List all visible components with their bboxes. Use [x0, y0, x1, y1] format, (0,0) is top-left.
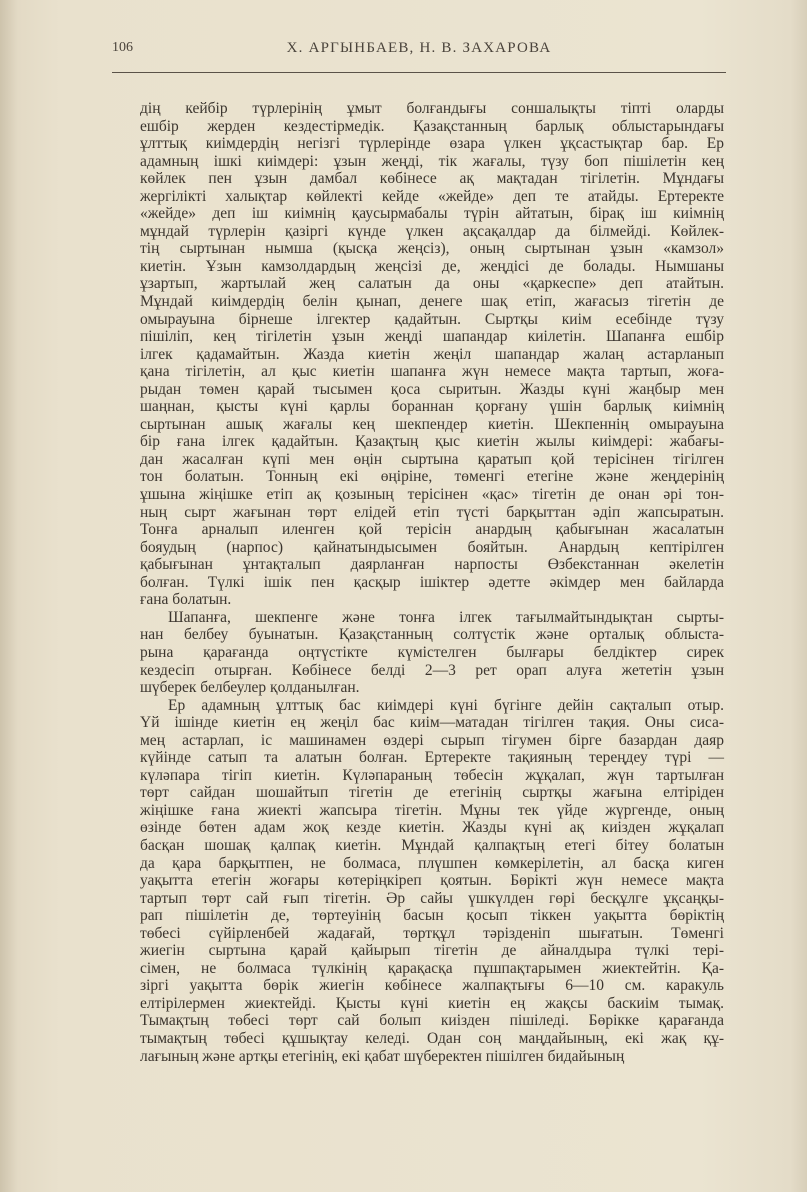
text-line: күйінде сатып та алатын болған. Ертеректе тақияның тереңдеу түрі —	[140, 749, 724, 767]
paragraph	[140, 609, 724, 697]
text-line: сімен, не болмаса түлкінің қарақасқа пұшпақтарымен жиектейтін. Қа-	[140, 959, 724, 977]
text-line: зіргі уақытта бөрік жиегін көбінесе жалпақтығы 6—10 см. каракуль	[140, 977, 724, 995]
text-line: шүберек белбеулер қолданылған.	[140, 679, 360, 697]
paragraph	[140, 100, 724, 609]
text-line: ешбір жерден кездестірмедік. Қазақстанның барлық облыстарындағы	[140, 117, 724, 135]
text-line: тің сыртынан нымша (қысқа жеңсіз), оның сыртынан ұзын «камзол»	[140, 240, 724, 258]
text-line: сыртынан ашық жағалы кең шекпендер киетін. Шекпеннің омырауына	[140, 415, 724, 433]
text-line: басқан шошақ қалпақ киетін. Мұндай қалпақтың етегі бітеу болатын	[140, 836, 724, 854]
text-line: дің кейбір түрлерінің ұмыт болғандығы соншалықты тіпті оларды	[140, 100, 724, 117]
text-line: адамның ішкі киімдері: ұзын жеңді, тік жағалы, түзу боп пішілетін кең	[140, 152, 724, 170]
text-line: пішіліп, кең тігілетін ұзын жеңді шапандар киілетін. Шапанға ешбір	[140, 328, 724, 346]
text-line: Үй ішінде киетін ең жеңіл бас киім—матадан тігілген тақия. Оны сиса-	[140, 714, 724, 732]
text-line: төбесі сүйірленбей жадағай, төртқұл тәрізденіп шығатын. Төменгі	[140, 924, 724, 942]
text-line: ұзартып, жартылай жең салатын да оны «қаркеспе» деп атайтын.	[140, 275, 724, 293]
text-line: өзінде бөтен адам жоқ кезде киетін. Жазды күні ақ киізден жұқалап	[140, 819, 724, 837]
text-line: ұлттық киімдердің негізгі түрлерінде өзара үлкен ұқсастықтар бар. Ер	[140, 135, 724, 153]
body-text	[140, 100, 724, 1065]
text-line: тон болатын. Тонның екі өңіріне, төменгі етегіне және жеңдерінің	[140, 468, 724, 486]
text-line: тымақтың төбесі құшықтау келеді. Одан соң маңдайының, екі жақ құ-	[140, 1029, 724, 1047]
text-line: дан жасалған күпі мен өңін сыртына қаратып қой терісінен тігілген	[140, 450, 724, 468]
paragraph	[140, 697, 724, 1065]
text-line: Тымақтың төбесі төрт сай болып киізден пішіледі. Бөрікке қарағанда	[140, 1012, 724, 1030]
text-line: Мұндай киімдердің белін қынап, денеге шақ етіп, жағасыз тігетін де	[140, 293, 724, 311]
text-line: ның сырт жағынан төрт елідей етіп түсті барқыттан әдіп жапсыратын.	[140, 503, 724, 521]
text-line: лағының және артқы етегінің, екі қабат шүберектен пішілген бидайының	[140, 1047, 625, 1065]
text-line: «жейде» деп іш киімнің қаусырмабалы түрін айтатын, бірақ іш киімнің	[140, 205, 724, 223]
text-line: бояудың (нарпос) қайнатындысымен бояйтын. Анардың кептірілген	[140, 538, 724, 556]
text-line: рап пішілетін де, төртеуінің басын қосып тіккен уақытта бөріктің	[140, 907, 724, 925]
text-line: қабығынан ұнтақталып даярланған нарпосты Өзбекстаннан әкелетін	[140, 556, 724, 574]
text-line: Шапанға, шекпенге және тонға ілгек тағылмайтындықтан сырты-	[168, 608, 724, 626]
text-line: жиегін сыртына қарай қайырып тігетін де айналдыра түлкі тері-	[140, 942, 724, 960]
text-line: киетін. Ұзын камзолдардың жеңсізі де, жеңдісі де болады. Нымшаны	[140, 257, 724, 275]
text-line: да қара барқытпен, не болмаса, плүшпен көмкерілетін, ал басқа киген	[140, 854, 724, 872]
text-line: күләпара тігіп киетін. Күләпараның төбесін жұқалап, жүн тартылған	[140, 766, 724, 784]
text-line: елтірілермен жиектейді. Қысты күні киетін ең жақсы баскиім тымақ.	[140, 994, 724, 1012]
text-line: жергілікті халықтар көйлекті кейде «жейде» деп те атайды. Ертеректе	[140, 187, 724, 205]
text-line: тартып төрт сай ғып тігетін. Әр сайы үшкүлден гөрі бесқұлге ұқсаңқы-	[140, 889, 724, 907]
text-line: қана тігілетін, ал қыс киетін шапанға жүн немесе мақта тартып, жоға-	[140, 363, 724, 381]
text-line: Тонға арналып иленген қой терісін анардың қабығынан жасалатын	[140, 521, 724, 539]
text-line: Ер адамның ұлттық бас киімдері күні бүгінге дейін сақталып отыр.	[168, 696, 724, 714]
page-header	[112, 38, 726, 73]
text-line: рына қарағанда оңтүстікте күмістелген былғары белдіктер сирек	[140, 643, 724, 661]
text-line: төрт сайдан шошайтып тігетін де етегінің сыртқы жағына елтіріден	[140, 784, 724, 802]
text-line: болған. Түлкі ішік пен қасқыр ішіктер әдетте әкімдер мен байларда	[140, 573, 724, 591]
text-line: ғана болатын.	[140, 591, 232, 609]
text-line: омырауына бірнеше ілгектер қадайтын. Сыртқы киім есебінде түзу	[140, 310, 724, 328]
text-line: ілгек қадамайтын. Жазда киетін жеңіл шапандар жалаң астарланып	[140, 345, 724, 363]
text-line: рыдан төмен қарай тысымен қоса сыритын. Жазды күні жаңбыр мен	[140, 380, 724, 398]
text-line: кездесіп отырған. Көбінесе белді 2—3 рет орап алуға жететін ұзын	[140, 661, 724, 679]
text-line: жіңішке ғана жиекті жапсыра тігетін. Мұны тек үйде жүргенде, оның	[140, 801, 724, 819]
running-title: Х. АРГЫНБАЕВ, Н. В. ЗАХАРОВА	[286, 40, 552, 56]
page-number: 106	[112, 40, 133, 55]
text-line: шаңнан, қысты күні қарлы бораннан қорғану үшін барлық киімнің	[140, 398, 724, 416]
text-line: мең астарлап, іс машинамен өздері сырып тігумен бірге базардан даяр	[140, 731, 724, 749]
text-line: ұшына жіңішке етіп ақ қозының терісінен «қас» тігетін де онан әрі тон-	[140, 486, 724, 504]
text-line: нан белбеу буынатын. Қазақстанның солтүстік және орталық облыста-	[140, 626, 724, 644]
text-line: бір ғана ілгек қадайтын. Қазақтың қыс киетін жылы киімдері: жабағы-	[140, 433, 724, 451]
text-line: уақытта етегін жоғары көтеріңкіреп қоятын. Бөрікті жүн немесе мақта	[140, 872, 724, 890]
text-line: көйлек пен ұзын дамбал көбінесе ақ мақтадан тігілетін. Мұндағы	[140, 170, 724, 188]
text-line: мұндай түрлерін қазіргі күнде үлкен ақсақалдар да білмейді. Көйлек-	[140, 222, 724, 240]
